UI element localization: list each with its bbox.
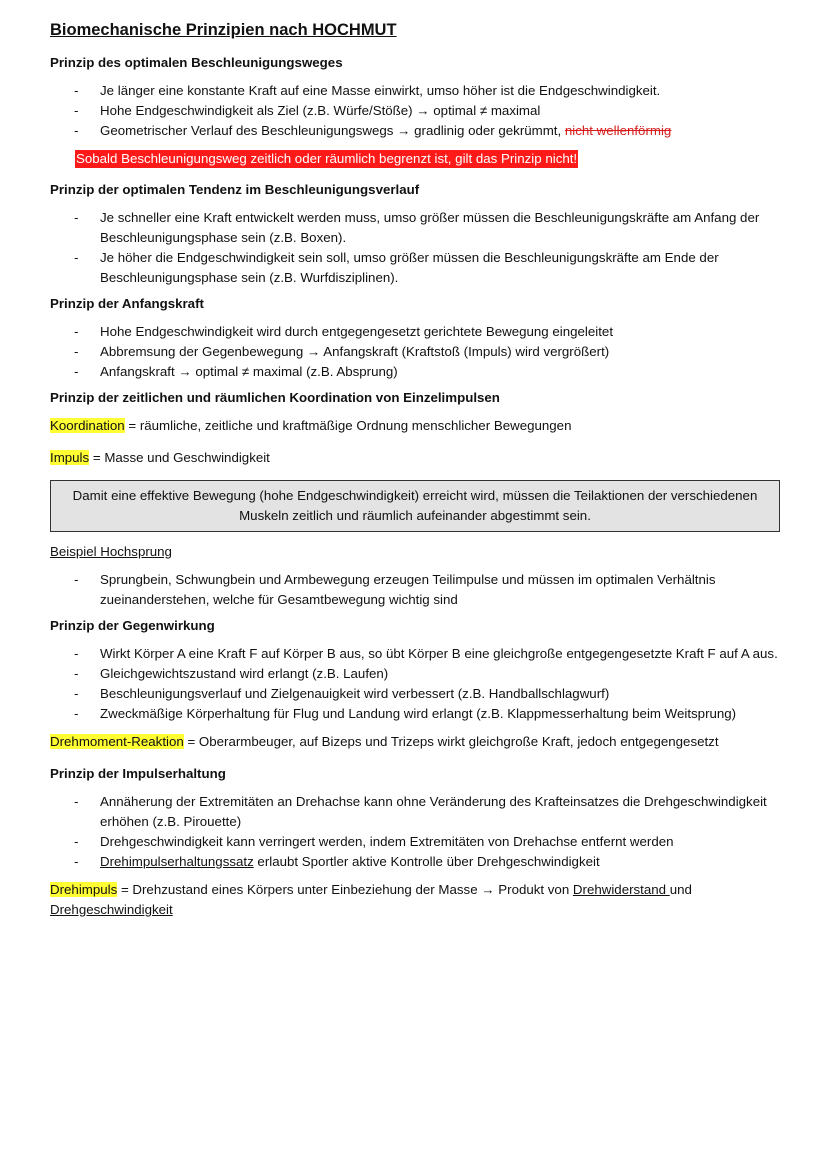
section-optimale-tendenz [50,180,780,288]
underlined-term: Drehwiderstand [572,882,670,897]
document-title: Biomechanische Prinzipien nach HOCHMUT [50,21,397,39]
highlighted-term: Koordination [50,418,125,433]
list-item: - Je höher die Endgeschwindigkeit sein soll, umso größer müssen die Beschleunigungskräfte am Ende der Beschleunigungsphase sein (z.B. Wurfdisziplinen). [50,248,780,288]
list-item: - Annäherung der Extremitäten an Drehachse kann ohne Veränderung des Krafteinsatzes die Drehgeschwindigkeit erhöhen (z.B. Pirouette) [50,792,780,832]
list-item [50,852,780,872]
bullet-list [50,81,780,141]
underlined-term: Drehimpulserhaltungssatz [100,854,254,869]
section-beschleunigungsweg [50,53,780,174]
bullet-list [50,208,780,288]
bullet-list [50,570,780,610]
list-item: - Je länger eine konstante Kraft auf eine Masse einwirkt, umso höher ist die Endgeschwindigkeit. [50,81,780,101]
definition-text: = Drehzustand eines Körpers unter Einbeziehung der Masse → Produkt von [117,882,573,897]
section-heading: Prinzip der Anfangskraft [50,296,204,311]
struck-text: nicht wellenförmig [564,123,672,138]
section-heading: Prinzip der Gegenwirkung [50,618,215,633]
list-item: - Sprungbein, Schwungbein und Armbewegung erzeugen Teilimpulse und müssen im optimalen Verhältnis zueinanderstehen, welche für Gesamtbewegung wichtig sind [50,570,780,610]
list-item: - Zweckmäßige Körperhaltung für Flug und Landung wird erlangt (z.B. Klappmesserhaltung beim Weitsprung) [50,704,780,724]
warning-highlight: Sobald Beschleunigungsweg zeitlich oder räumlich begrenzt ist, gilt das Prinzip nicht! [76,151,578,166]
section-heading: Prinzip des optimalen Beschleunigungsweges [50,55,343,70]
list-item: - Wirkt Körper A eine Kraft F auf Körper B aus, so übt Körper B eine gleichgroße entgegengesetzte Kraft F auf A aus. [50,644,780,664]
list-item: - Gleichgewichtszustand wird erlangt (z.B. Laufen) [50,664,780,684]
section-heading: Prinzip der Impulserhaltung [50,766,226,781]
bullet-list [50,322,780,382]
list-item: - Drehgeschwindigkeit kann verringert werden, indem Extremitäten von Drehachse entfernt werden [50,832,780,852]
section-heading: Prinzip der zeitlichen und räumlichen Koordination von Einzelimpulsen [50,390,500,405]
list-item-text: Geometrischer Verlauf des Beschleunigungswegs → gradlinig oder gekrümmt, [100,123,565,138]
highlighted-term: Drehmoment-Reaktion [50,734,184,749]
definition-text: und [669,882,692,897]
definition-text: = Masse und Geschwindigkeit [89,450,270,465]
section-heading: Prinzip der optimalen Tendenz im Beschleunigungsverlauf [50,182,420,197]
section-anfangskraft [50,294,780,382]
definition-impuls [50,448,780,468]
list-item: - Beschleunigungsverlauf und Zielgenauigkeit wird verbessert (z.B. Handballschlagwurf) [50,684,780,704]
definition-drehimpuls [50,880,780,920]
highlighted-term: Drehimpuls [50,882,118,897]
list-item [50,121,780,141]
definition-text: = räumliche, zeitliche und kraftmäßige Ordnung menschlicher Bewegungen [124,418,572,433]
summary-box: Damit eine effektive Bewegung (hohe Endgeschwindigkeit) erreicht wird, müssen die Teilaktionen der verschiedenen Muskeln zeitlich und räumlich aufeinander abgestimmt sein. [50,480,780,532]
list-item: - Hohe Endgeschwindigkeit wird durch entgegengesetzt gerichtete Bewegung eingeleitet [50,322,780,342]
section-impulserhaltung [50,764,780,920]
bullet-list [50,792,780,872]
definition-text: = Oberarmbeuger, auf Bizeps und Trizeps wirkt gleichgroße Kraft, jedoch entgegengesetzt [183,734,719,749]
definition-koordination [50,416,780,436]
list-item: - Je schneller eine Kraft entwickelt werden muss, umso größer müssen die Beschleunigungskräfte am Anfang der Beschleunigungsphase sein (z.B. Boxen). [50,208,780,248]
list-item: - Anfangskraft → optimal ≠ maximal (z.B. Absprung) [50,362,780,382]
section-gegenwirkung [50,616,780,752]
list-item: - Abbremsung der Gegenbewegung → Anfangskraft (Kraftstoß (Impuls) wird vergrößert) [50,342,780,362]
section-koordination [50,388,780,610]
definition-drehmoment [50,732,780,752]
bullet-list [50,644,780,724]
list-item: - Hohe Endgeschwindigkeit als Ziel (z.B. Würfe/Stöße) → optimal ≠ maximal [50,101,780,121]
underlined-term: Drehgeschwindigkeit [50,902,173,917]
highlighted-term: Impuls [50,450,90,465]
example-heading: Beispiel Hochsprung [50,544,172,559]
list-item-text: erlaubt Sportler aktive Kontrolle über Drehgeschwindigkeit [253,854,600,869]
document-page [50,18,780,932]
